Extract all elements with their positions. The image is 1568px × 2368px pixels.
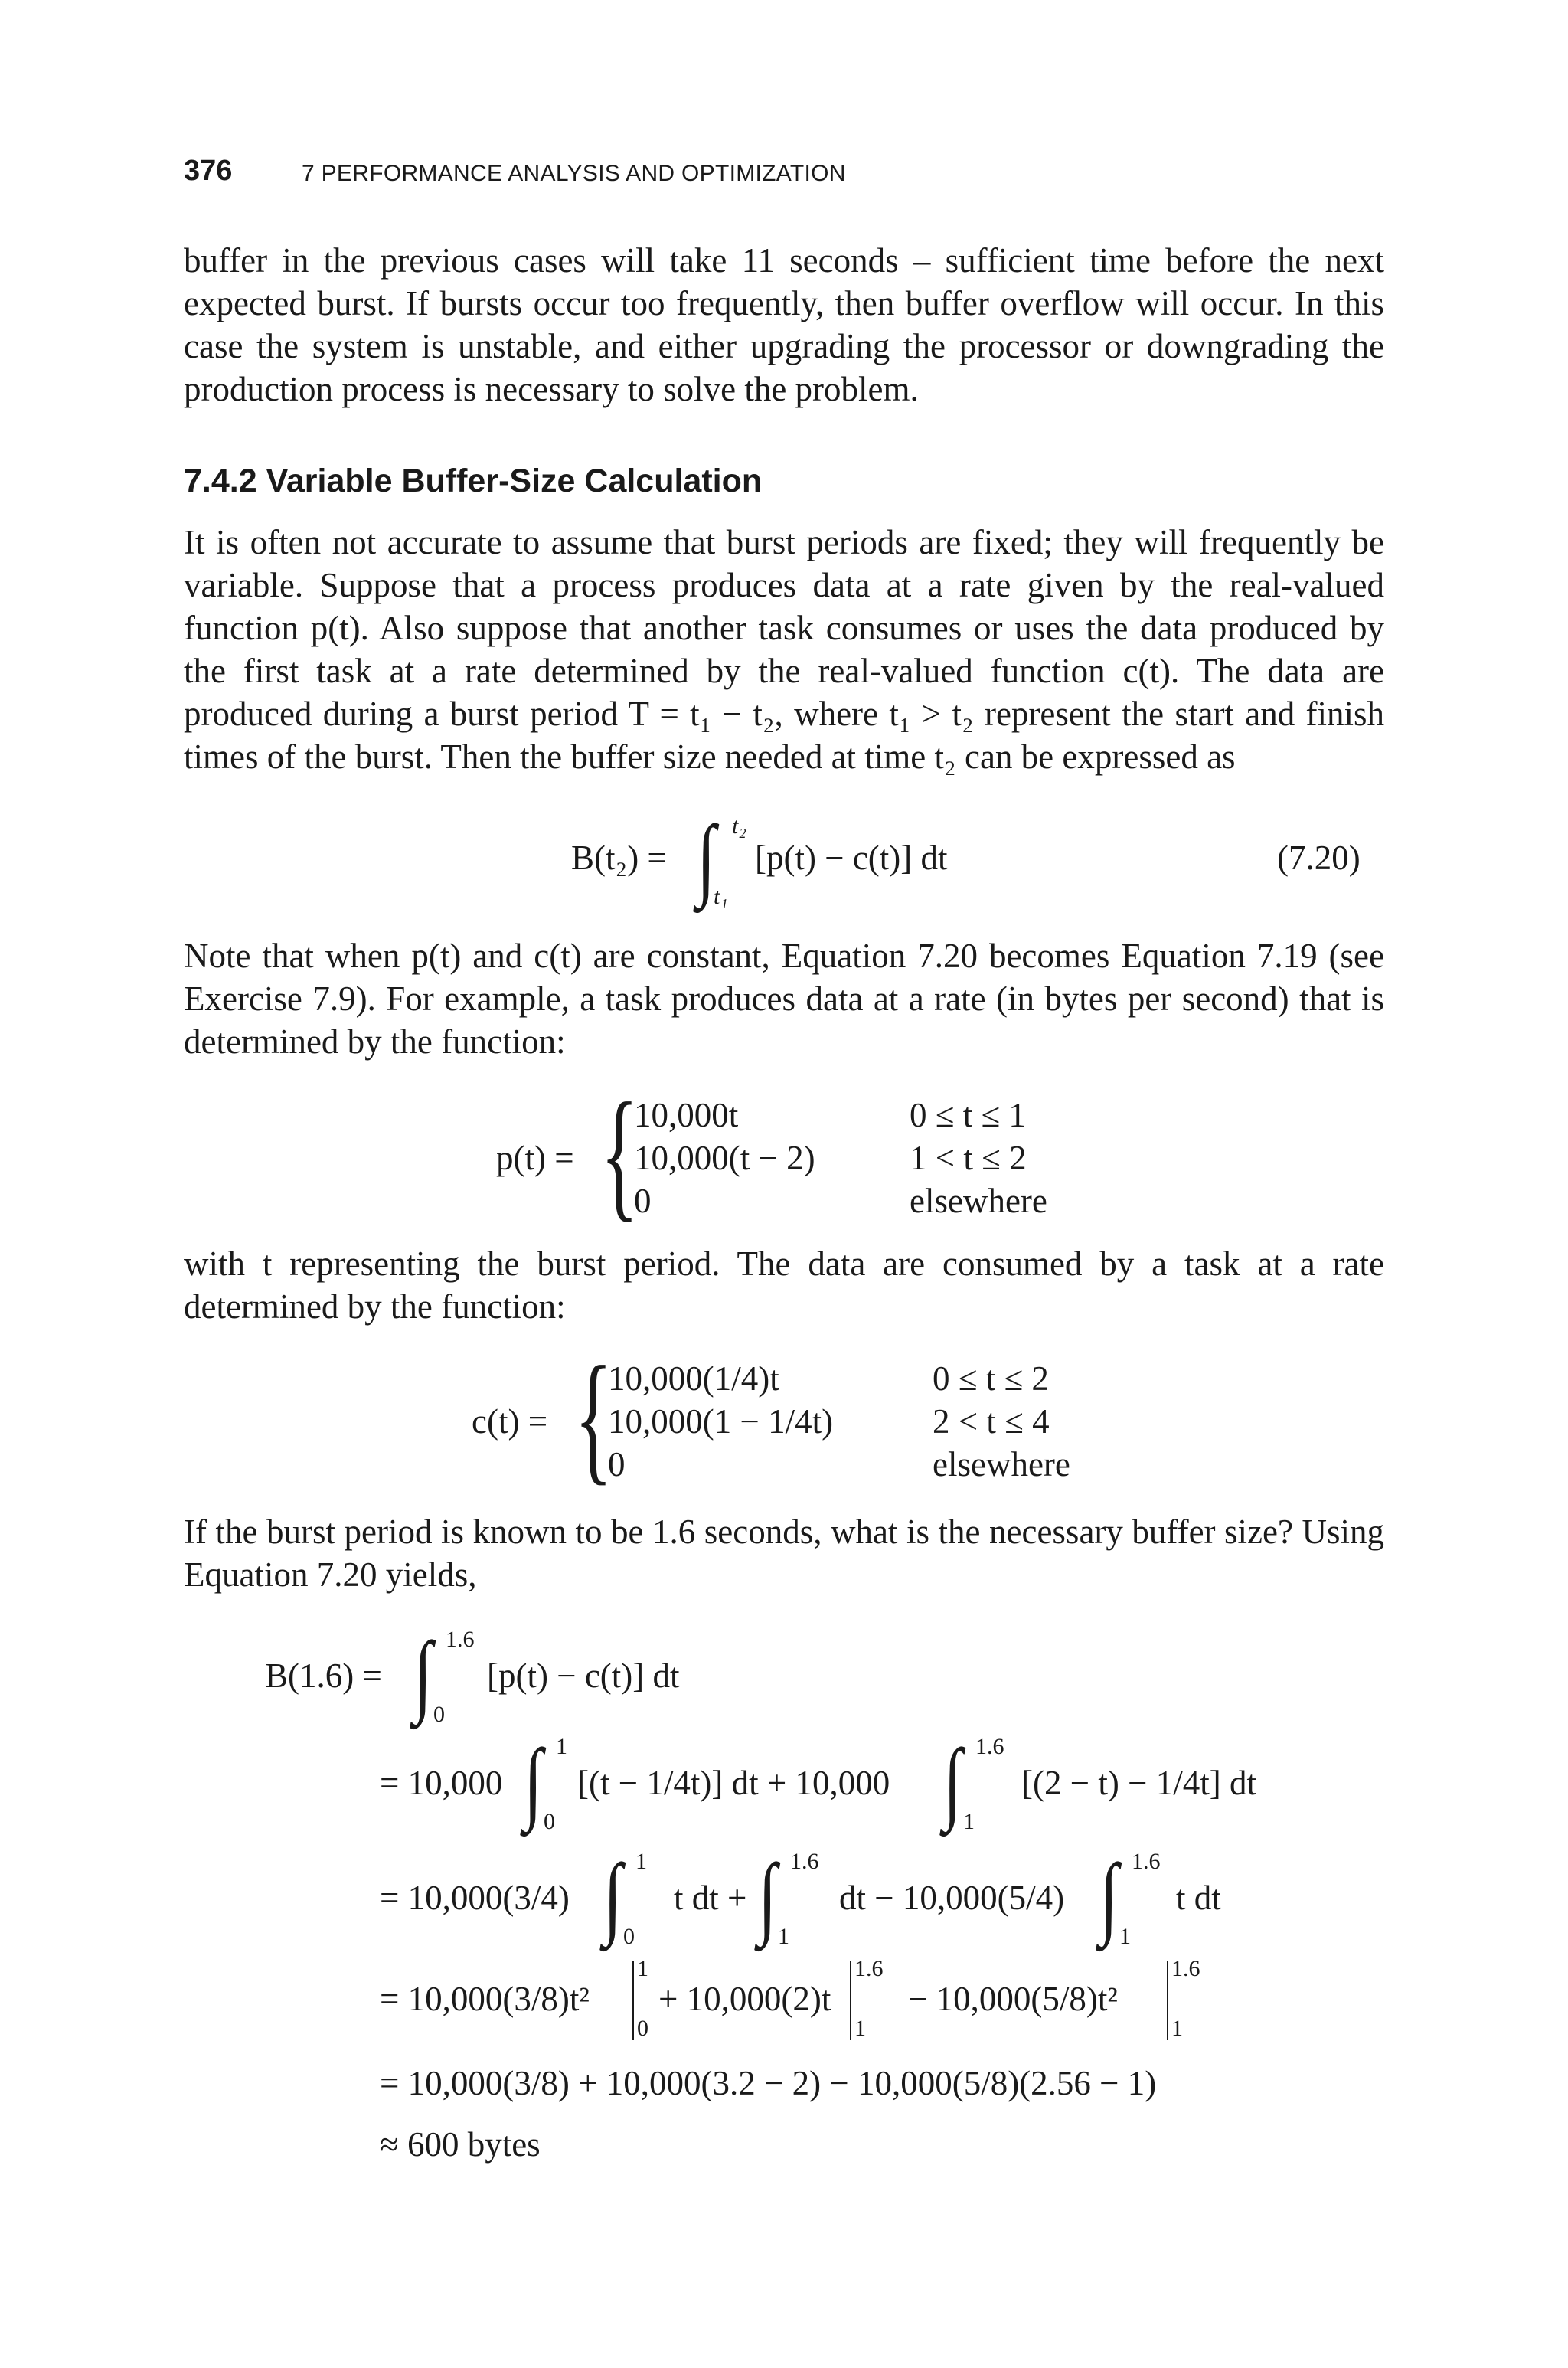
integral-sign: ∫ <box>943 1730 962 1832</box>
deriv-4-a-upper: 1 <box>637 1956 648 1981</box>
deriv-4-b-lower: 1 <box>854 2016 866 2041</box>
left-brace: { <box>574 1337 613 1498</box>
deriv-2-a-integrand: [(t − 1/4t)] dt + 10,000 <box>577 1764 890 1802</box>
integral-sign: ∫ <box>697 806 716 908</box>
c-case-1-expr: 10,000(1/4)t <box>608 1359 779 1398</box>
p-case-3-cond: elsewhere <box>910 1182 1047 1220</box>
deriv-1-lhs: B(1.6) = <box>265 1657 382 1695</box>
integral-sign: ∫ <box>758 1845 777 1947</box>
deriv-2-a-lower: 0 <box>544 1809 555 1834</box>
deriv-4-c-lower: 1 <box>1171 2016 1183 2041</box>
deriv-2-b-upper: 1.6 <box>975 1734 1004 1759</box>
deriv-4-b-upper: 1.6 <box>854 1956 884 1981</box>
deriv-1-integrand: [p(t) − c(t)] dt <box>487 1657 680 1695</box>
deriv-4-b: + 10,000(2)t <box>658 1980 831 2018</box>
paragraph-5: If the burst period is known to be 1.6 seconds, what is the necessary buffer size? Using Equation 7.20 yields, <box>184 1513 1384 1594</box>
c-case-2-expr: 10,000(1 − 1/4t) <box>608 1402 834 1441</box>
deriv-3-b-upper: 1.6 <box>790 1849 819 1874</box>
deriv-6-result: ≈ 600 bytes <box>380 2125 541 2164</box>
eq-upper-limit: t₂ <box>732 813 746 839</box>
eq-lower-limit: t₁ <box>714 884 728 909</box>
p-case-1-expr: 10,000t <box>634 1096 739 1134</box>
c-case-3-cond: elsewhere <box>933 1445 1070 1483</box>
running-title: 7 PERFORMANCE ANALYSIS AND OPTIMIZATION <box>302 161 846 186</box>
deriv-4-c-upper: 1.6 <box>1171 1956 1200 1981</box>
deriv-3-c-upper: 1.6 <box>1132 1849 1161 1874</box>
deriv-2-b-integrand: [(2 − t) − 1/4t] dt <box>1021 1764 1256 1802</box>
p-case-3-expr: 0 <box>634 1182 652 1220</box>
deriv-3-a: = 10,000(3/4) <box>380 1879 570 1917</box>
deriv-3-c-integrand: t dt <box>1176 1879 1221 1917</box>
deriv-4-a-lower: 0 <box>637 2016 648 2041</box>
deriv-1-lower: 0 <box>433 1702 445 1727</box>
p-case-2-expr: 10,000(t − 2) <box>634 1139 815 1177</box>
integral-sign: ∫ <box>524 1730 543 1832</box>
paragraph-2: It is often not accurate to assume that burst periods are fixed; they will frequently be variable. Suppose that a process produces data at a rate given by the real-valued function p(t). Also suppose that another task consumes or uses the data produced by the first task at a rate determined by the real-valued function c(t). The data are produced during a burst period T = t₁ − t₂, where t₁ > t₂ represent the start and finish times of the burst. Then the buffer size needed at time t₂ can be expressed as <box>184 523 1384 776</box>
deriv-2-a-upper: 1 <box>556 1734 567 1759</box>
left-brace: { <box>600 1074 639 1235</box>
p-case-1-cond: 0 ≤ t ≤ 1 <box>910 1096 1026 1134</box>
eval-bar <box>850 1961 851 2040</box>
eval-bar <box>632 1961 634 2040</box>
deriv-3-a-integrand: t dt + <box>674 1879 747 1917</box>
c-lhs: c(t) = <box>472 1402 548 1441</box>
eval-bar <box>1167 1961 1168 2040</box>
integral-sign: ∫ <box>603 1845 622 1947</box>
deriv-4-a: = 10,000(3/8)t² <box>380 1980 590 2018</box>
c-case-3-expr: 0 <box>608 1445 626 1483</box>
deriv-3-a-upper: 1 <box>635 1849 647 1874</box>
paragraph-1: buffer in the previous cases will take 11 seconds – sufficient time before the next expected burst. If bursts occur too frequently, then buffer overflow will occur. In this case the system is unstable, and either upgrading the processor or downgrading the production process is necessary to solve the problem. <box>184 241 1384 408</box>
deriv-3-b-integrand: dt − 10,000(5/4) <box>839 1879 1065 1917</box>
deriv-3-c-lower: 1 <box>1119 1924 1131 1949</box>
paragraph-3: Note that when p(t) and c(t) are constant, Equation 7.20 becomes Equation 7.19 (see Exercise 7.9). For example, a task produces data at a rate (in bytes per second) that is determined by the function: <box>184 937 1384 1061</box>
deriv-2-b-lower: 1 <box>963 1809 975 1834</box>
eq-integrand: [p(t) − c(t)] dt <box>755 839 948 877</box>
page-number: 376 <box>184 155 233 187</box>
deriv-5: = 10,000(3/8) + 10,000(3.2 − 2) − 10,000(5/8)(2.56 − 1) <box>380 2064 1157 2102</box>
equation-number: (7.20) <box>1277 839 1361 877</box>
paragraph-4: with t representing the burst period. The data are consumed by a task at a rate determined by the function: <box>184 1245 1384 1326</box>
deriv-2-a: = 10,000 <box>380 1764 503 1802</box>
integral-sign: ∫ <box>413 1623 433 1725</box>
p-case-2-cond: 1 < t ≤ 2 <box>910 1139 1027 1177</box>
eq-lhs: B(t₂) = <box>571 839 667 877</box>
deriv-3-a-lower: 0 <box>623 1924 635 1949</box>
c-case-1-cond: 0 ≤ t ≤ 2 <box>933 1359 1049 1398</box>
section-title: 7.4.2 Variable Buffer-Size Calculation <box>184 463 763 499</box>
deriv-1-upper: 1.6 <box>446 1627 475 1652</box>
p-lhs: p(t) = <box>496 1139 574 1177</box>
deriv-3-b-lower: 1 <box>778 1924 789 1949</box>
deriv-4-c: − 10,000(5/8)t² <box>908 1980 1118 2018</box>
integral-sign: ∫ <box>1099 1845 1119 1947</box>
c-case-2-cond: 2 < t ≤ 4 <box>933 1402 1050 1441</box>
